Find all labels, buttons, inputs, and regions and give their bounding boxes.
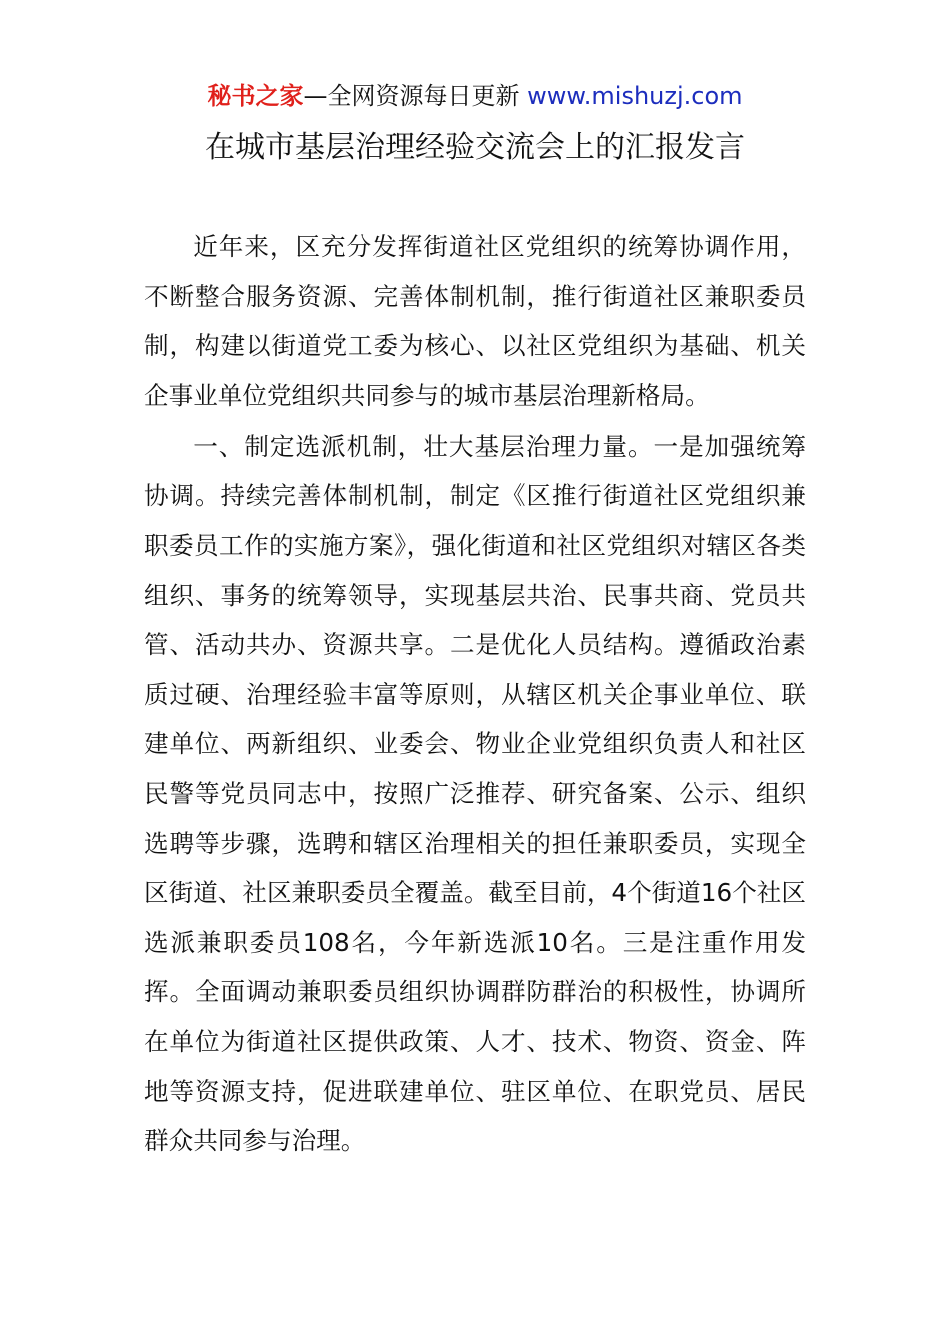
banner-tagline: —全网资源每日更新 bbox=[303, 82, 520, 110]
site-banner bbox=[0, 80, 950, 112]
brand-name: 秘书之家 bbox=[207, 82, 304, 110]
site-url-link[interactable]: www.mishuzj.com bbox=[527, 82, 743, 110]
document-title: 在城市基层治理经验交流会上的汇报发言 bbox=[205, 130, 745, 165]
document-body bbox=[144, 222, 806, 1167]
paragraph-intro: 近年来，区充分发挥街道社区党组织的统筹协调作用，不断整合服务资源、完善体制机制，推行街道社区兼职委员制，构建以街道党工委为核心、以社区党组织为基础、机关企事业单位党组织共同参与的城市基层治理新格局。 bbox=[144, 232, 806, 410]
paragraph-section-one: 一、制定选派机制，壮大基层治理力量。一是加强统筹协调。持续完善体制机制，制定《区推行街道社区党组织兼职委员工作的实施方案》，强化街道和社区党组织对辖区各类组织、事务的统筹领导，实现基层共治、民事共商、党员共管、活动共办、资源共享。二是优化人员结构。遵循政治素质过硬、治理经验丰富等原则，从辖区机关企事业单位、联建单位、两新组织、业委会、物业企业党组织负责人和社区民警等党员同志中，按照广泛推荐、研究备案、公示、组织选聘等步骤，选聘和辖区治理相关的担任兼职委员，实现全区街道、社区兼职委员全覆盖。截至目前，4个街道16个社区选派兼职委员108名，今年新选派10名。三是注重作用发挥。全面调动兼职委员组织协调群防群治的积极性，协调所在单位为街道社区提供政策、人才、技术、物资、资金、阵地等资源支持，促进联建单位、驻区单位、在职党员、居民群众共同参与治理。 bbox=[144, 431, 806, 1156]
